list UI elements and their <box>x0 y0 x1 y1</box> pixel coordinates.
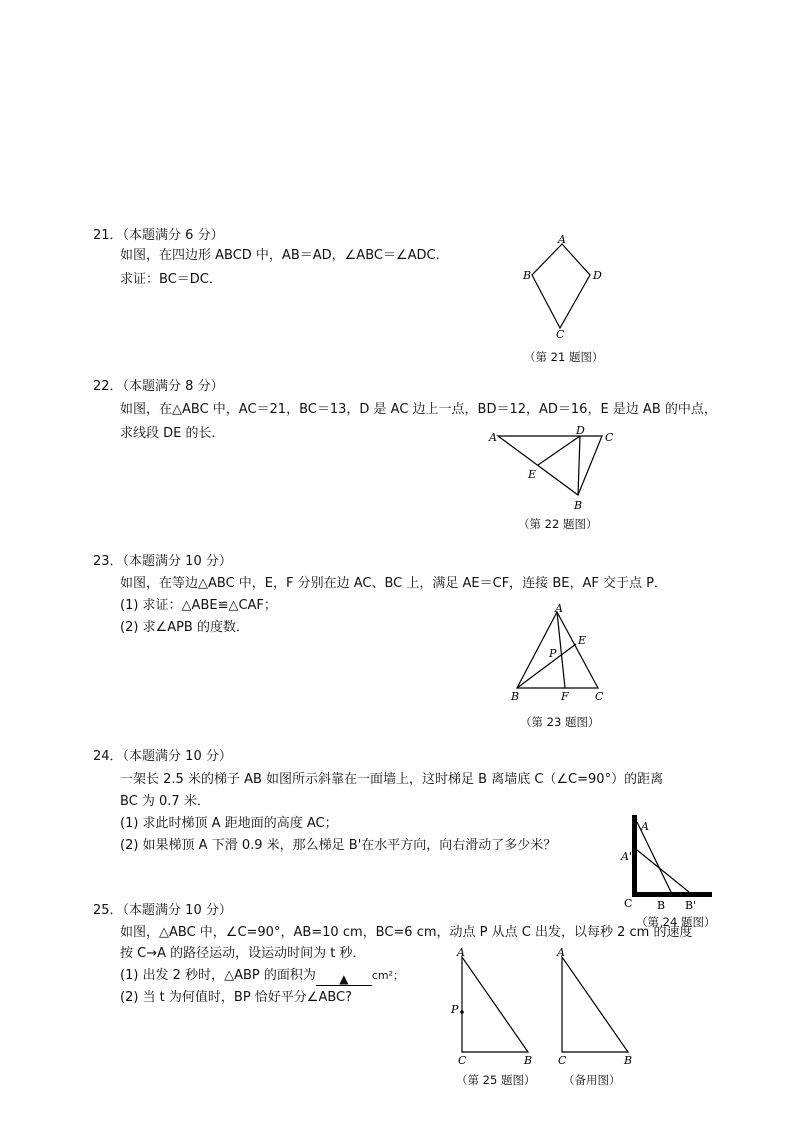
figure-22-triangle <box>485 425 620 515</box>
point-label-b: B <box>624 1054 633 1067</box>
problem-23-line-2: (1) 求证：△ABE≌△CAF； <box>120 598 277 613</box>
point-label-a: A <box>557 946 565 959</box>
point-label-b: B <box>511 690 520 703</box>
answer-blank[interactable] <box>316 970 372 986</box>
figure-25-triangle <box>445 945 540 1070</box>
point-label-a: A <box>489 431 497 444</box>
problem-24-line-2: BC 为 0.7 米． <box>120 794 210 809</box>
point-label-c: C <box>458 1054 467 1067</box>
point-label-a: A <box>457 946 465 959</box>
figure-21-quadrilateral <box>515 230 610 345</box>
point-label-c: C <box>556 328 565 341</box>
point-label-f: F <box>561 690 569 703</box>
figure-23-equilateral-triangle <box>505 600 610 708</box>
point-label-c: C <box>595 690 604 703</box>
figure-23-caption: （第 23 题图） <box>520 715 600 729</box>
triangle-abc <box>462 957 528 1052</box>
segment-be <box>517 644 576 688</box>
point-label-e: E <box>578 634 587 647</box>
problem-25-q1-text: (1) 出发 2 秒时，△ABP 的面积为 <box>120 968 316 983</box>
problem-25-header: 25．（本题满分 10 分） <box>93 903 232 918</box>
ladder-a-prime-b-prime <box>637 850 689 892</box>
point-label-b-prime: B' <box>685 899 697 910</box>
problem-24-line-4: (2) 如果梯顶 A 下滑 0.9 米，那么梯足 B'在水平方向，向右滑动了多少米？ <box>120 838 557 853</box>
problem-24-line-3: (1) 求此时梯顶 A 距地面的高度 AC； <box>120 816 338 831</box>
figure-25-backup-caption: （备用图） <box>563 1073 621 1087</box>
point-p <box>460 1010 464 1014</box>
figure-24-ladder <box>615 810 715 910</box>
point-label-p: P <box>451 1003 459 1016</box>
figure-22-caption: （第 22 题图） <box>518 517 598 531</box>
quadrilateral-abcd <box>532 244 590 328</box>
point-label-a-prime: A' <box>621 850 632 863</box>
figure-25-caption: （第 25 题图） <box>456 1073 536 1087</box>
triangle-abc <box>498 436 602 495</box>
problem-25-line-4: (2) 当 t 为何值时，BP 恰好平分∠ABC? <box>120 990 353 1005</box>
problem-21-header: 21．（本题满分 6 分） <box>93 228 224 243</box>
problem-24-header: 24．（本题满分 10 分） <box>93 749 232 764</box>
problem-23-line-1: 如图，在等边△ABC 中，E，F 分别在边 AC、BC 上，满足 AE＝CF，连接 BE，AF 交于点 P． <box>120 576 667 591</box>
point-label-b: B <box>523 269 532 282</box>
point-label-e: E <box>528 468 537 481</box>
point-label-c: C <box>605 431 614 444</box>
point-label-b: B <box>524 1054 533 1067</box>
problem-25-line-2: 按 C→A 的路径运动，设运动时间为 t 秒． <box>120 946 366 961</box>
problem-23-line-3: (2) 求∠APB 的度数． <box>120 620 249 635</box>
segment-bd <box>578 436 580 495</box>
point-label-a: A <box>641 820 649 833</box>
point-label-a: A <box>555 602 563 615</box>
ground <box>632 892 712 897</box>
wall <box>632 815 637 897</box>
problem-21-line-1: 如图，在四边形 ABCD 中，AB＝AD，∠ABC＝∠ADC． <box>120 248 449 263</box>
triangle-marker-icon: ▲ <box>339 972 349 986</box>
segment-de <box>538 436 580 465</box>
problem-22-header: 22．（本题满分 8 分） <box>93 379 224 394</box>
problem-25-line-1: 如图，△ABC 中，∠C=90°，AB=10 cm，BC=6 cm，动点 P 从点 C 出发，以每秒 2 cm 的速度 <box>120 925 693 940</box>
point-label-c: C <box>624 897 633 910</box>
problem-23-header: 23．（本题满分 10 分） <box>93 554 232 569</box>
point-label-p: P <box>549 647 557 660</box>
figure-21-caption: （第 21 题图） <box>524 350 604 364</box>
triangle-abc-backup <box>562 957 628 1052</box>
problem-25-line-3 <box>120 966 404 986</box>
point-label-c: C <box>558 1054 567 1067</box>
triangle-abc <box>517 612 598 688</box>
figure-24-caption: （第 24 题图） <box>636 915 716 929</box>
point-label-b: B <box>574 499 583 512</box>
point-label-d: D <box>593 269 602 282</box>
point-label-d: D <box>576 425 585 437</box>
problem-22-line-2: 求线段 DE 的长． <box>120 426 225 441</box>
point-label-a: A <box>558 233 566 246</box>
point-label-b: B <box>657 899 666 910</box>
problem-21-line-2: 求证：BC＝DC． <box>120 272 222 287</box>
problem-24-line-1: 一架长 2.5 米的梯子 AB 如图所示斜靠在一面墙上，这时梯足 B 离墙底 C（∠C=90°）的距离 <box>120 772 664 787</box>
problem-22-line-1: 如图，在△ABC 中，AC＝21，BC＝13，D 是 AC 边上一点，BD＝12，AD＝16，E 是边 AB 的中点， <box>120 402 717 417</box>
figure-25-backup-triangle <box>545 945 640 1070</box>
blank-unit: cm²； <box>371 969 405 982</box>
